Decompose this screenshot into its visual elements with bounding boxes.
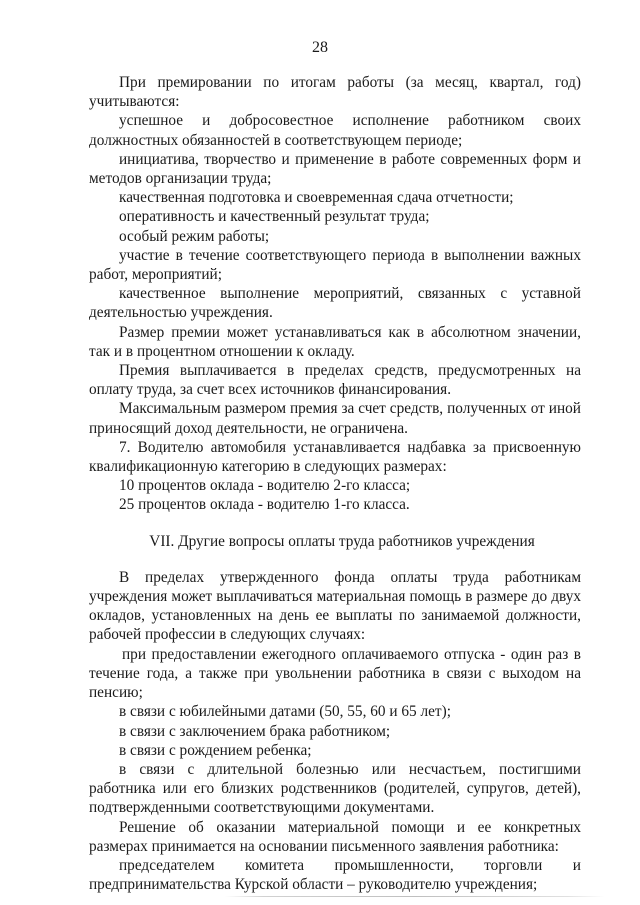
paragraph-bonus-item: оперативность и качественный результат труда; xyxy=(119,208,430,226)
paragraph-aid-decision: Решение об оказании материальной помощи и ее конкретных размерах принимается на основании письменного заявления работника: xyxy=(89,818,581,855)
paragraph-aid-case: в связи с заключением брака работником; xyxy=(119,722,391,740)
paragraph-driver-class-2: 10 процентов оклада - водителю 2-го класса; xyxy=(119,477,411,495)
paragraph-aid-case: в связи с длительной болезнью или несчастьем, постигшими работника или его близких родственников (родителей, супругов, детей), подтвержденными соответствующими документами. xyxy=(89,760,581,817)
paragraph-bonus-size: Размер премии может устанавливаться как в абсолютном значении, так и в процентном отношении к окладу. xyxy=(89,323,581,360)
paragraph-bonus-payment: Премия выплачивается в пределах средств, предусмотренных на оплату труда, за счет всех источников финансирования. xyxy=(89,362,581,399)
paragraph-aid-chairman: председателем комитета промышленности, торговли и предпринимательства Курской области – руководителю учреждения; xyxy=(89,856,581,894)
page-number: 28 xyxy=(312,39,328,56)
paragraph-bonus-item: особый режим работы; xyxy=(119,227,270,245)
document-body xyxy=(89,73,581,894)
paragraph-material-aid: В пределах утвержденного фонда оплаты труда работникам учреждения может выплачиваться материальная помощь в размере до двух окладов, установленных на день ее выплаты по занимаемой должности, рабочей профессии в следующих случаях: xyxy=(89,568,581,644)
paragraph-bonus-item: качественное выполнение мероприятий, связанных с уставной деятельностью учреждения. xyxy=(89,285,581,322)
paragraph-bonus-item: участие в течение соответствующего периода в выполнении важных работ, мероприятий; xyxy=(89,246,581,284)
paragraph-driver-class-1: 25 процентов оклада - водителю 1-го класса. xyxy=(119,496,410,514)
paragraph-bonus-item: качественная подготовка и своевременная сдача отчетности; xyxy=(119,189,514,207)
paragraph-driver-allowance: 7. Водителю автомобиля устанавливается надбавка за присвоенную квалификационную категорию в следующих размерах: xyxy=(89,438,581,476)
paragraph-bonus-item: инициатива, творчество и применение в работе современных форм и методов организации труда; xyxy=(89,150,581,188)
paragraph-aid-case: при предоставлении ежегодного оплачиваемого отпуска - один раз в течение года, а также при увольнении работника в связи с выходом на пенсию; xyxy=(89,645,581,702)
paragraph-aid-case: в связи с юбилейными датами (50, 55, 60 и 65 лет); xyxy=(119,703,451,721)
paragraph-bonus-intro: При премировании по итогам работы (за месяц, квартал, год) учитываются: xyxy=(89,74,581,111)
paragraph-bonus-max: Максимальным размером премия за счет средств, полученных от иной приносящий доход деятельности, не ограничена. xyxy=(89,400,581,437)
paragraph-aid-case: в связи с рождением ребенка; xyxy=(119,741,312,759)
section-heading: VII. Другие вопросы оплаты труда работников учреждения xyxy=(149,532,535,550)
paragraph-bonus-item: успешное и добросовестное исполнение работником своих должностных обязанностей в соответствующем периоде; xyxy=(89,112,581,149)
scan-artifact-line xyxy=(225,896,605,897)
